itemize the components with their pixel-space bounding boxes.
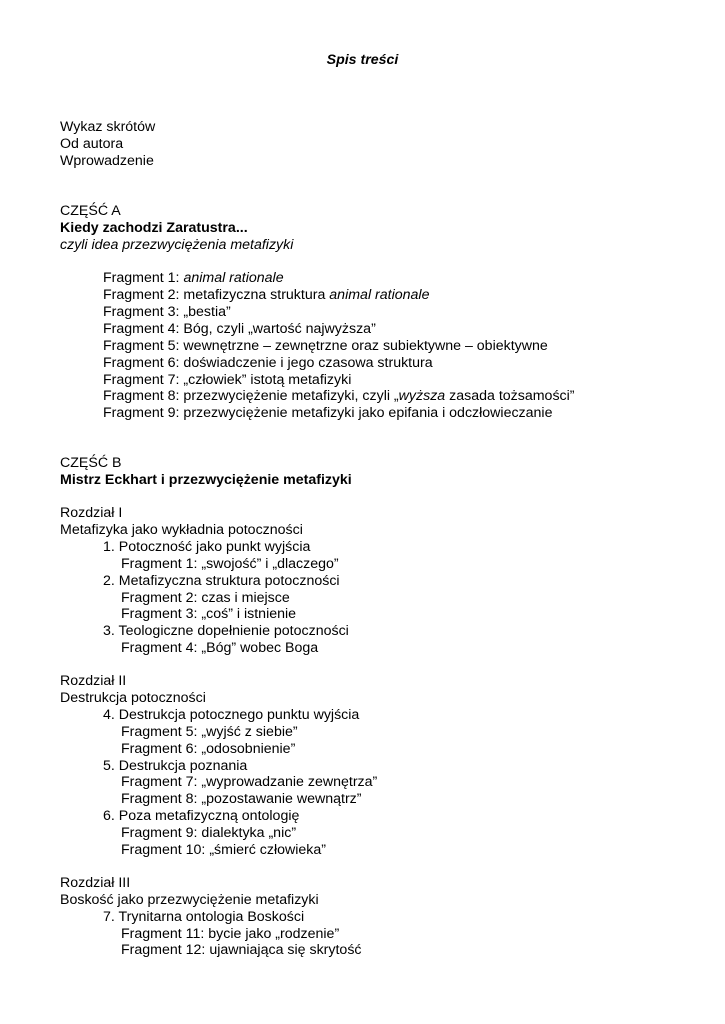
section-5: 5. Destrukcja poznania	[103, 758, 248, 774]
toc-entry-b-fragment-10: Fragment 10: „śmierć człowieka”	[121, 842, 326, 858]
chapter-3-title: Boskość jako przezwyciężenie metafizyki	[60, 892, 319, 908]
toc-entry-b-fragment-11: Fragment 11: bycie jako „rodzenie”	[121, 926, 340, 942]
toc-entry-a-fragment-6: Fragment 6: doświadczenie i jego czasowa struktura	[103, 355, 433, 371]
fragment-text: Fragment 1:	[103, 270, 184, 286]
section-1: 1. Potoczność jako punkt wyjścia	[103, 539, 311, 555]
chapter-3-label: Rozdział III	[60, 875, 131, 891]
part-b-heading: Mistrz Eckhart i przezwyciężenie metafizyki	[60, 472, 352, 488]
section-3: 3. Teologiczne dopełnienie potoczności	[103, 623, 349, 639]
toc-entry-abbreviations: Wykaz skrótów	[60, 119, 156, 135]
part-a-label: CZĘŚĆ A	[60, 203, 121, 219]
section-2: 2. Metafizyczna struktura potoczności	[103, 573, 340, 589]
fragment-italic-term: animal rationale	[183, 270, 284, 286]
toc-entry-introduction: Wprowadzenie	[60, 153, 154, 169]
fragment-italic-term: animal rationale	[329, 287, 430, 303]
page-title: Spis treści	[326, 52, 399, 68]
toc-entry-b-fragment-8: Fragment 8: „pozostawanie wewnątrz”	[121, 791, 362, 807]
toc-entry-from-author: Od autora	[60, 136, 124, 152]
fragment-text-end: zasada tożsamości”	[445, 388, 575, 404]
section-7: 7. Trynitarna ontologia Boskości	[103, 909, 305, 925]
part-b-label: CZĘŚĆ B	[60, 455, 122, 471]
toc-entry-a-fragment-4: Fragment 4: Bóg, czyli „wartość najwyższa”	[103, 321, 376, 337]
part-a-heading: Kiedy zachodzi Zaratustra...	[60, 220, 248, 236]
toc-entry-a-fragment-7: Fragment 7: „człowiek” istotą metafizyki	[103, 372, 352, 388]
chapter-1-label: Rozdział I	[60, 505, 123, 521]
toc-entry-a-fragment-8	[103, 388, 575, 405]
part-a-subheading: czyli idea przezwyciężenia metafizyki	[60, 237, 294, 253]
toc-entry-b-fragment-6: Fragment 6: „odosobnienie”	[121, 741, 296, 757]
toc-entry-b-fragment-5: Fragment 5: „wyjść z siebie”	[121, 724, 298, 740]
toc-entry-b-fragment-12: Fragment 12: ujawniająca się skrytość	[121, 942, 362, 958]
toc-entry-b-fragment-1: Fragment 1: „swojość” i „dlaczego”	[121, 556, 339, 572]
fragment-text: Fragment 8: przezwyciężenie metafizyki, czyli „	[103, 388, 399, 404]
toc-entry-a-fragment-2	[103, 287, 429, 304]
toc-entry-b-fragment-3: Fragment 3: „coś” i istnienie	[121, 606, 297, 622]
chapter-2-title: Destrukcja potoczności	[60, 690, 206, 706]
chapter-1-title: Metafizyka jako wykładnia potoczności	[60, 522, 303, 538]
fragment-italic-term: wyższa	[398, 388, 446, 404]
chapter-2-label: Rozdział II	[60, 673, 127, 689]
toc-entry-a-fragment-9: Fragment 9: przezwyciężenie metafizyki jako epifania i odczłowieczanie	[103, 405, 553, 421]
toc-entry-a-fragment-5: Fragment 5: wewnętrzne – zewnętrzne oraz subiektywne – obiektywne	[103, 338, 548, 354]
section-4: 4. Destrukcja potocznego punktu wyjścia	[103, 707, 360, 723]
toc-entry-b-fragment-2: Fragment 2: czas i miejsce	[121, 590, 290, 606]
fragment-text: Fragment 2: metafizyczna struktura	[103, 287, 330, 303]
toc-entry-b-fragment-7: Fragment 7: „wyprowadzanie zewnętrza”	[121, 774, 378, 790]
toc-entry-a-fragment-3: Fragment 3: „bestia”	[103, 304, 231, 320]
toc-entry-b-fragment-9: Fragment 9: dialektyka „nic”	[121, 825, 297, 841]
section-6: 6. Poza metafizyczną ontologię	[103, 808, 300, 824]
toc-entry-a-fragment-1	[103, 270, 284, 287]
toc-entry-b-fragment-4: Fragment 4: „Bóg” wobec Boga	[121, 640, 319, 656]
